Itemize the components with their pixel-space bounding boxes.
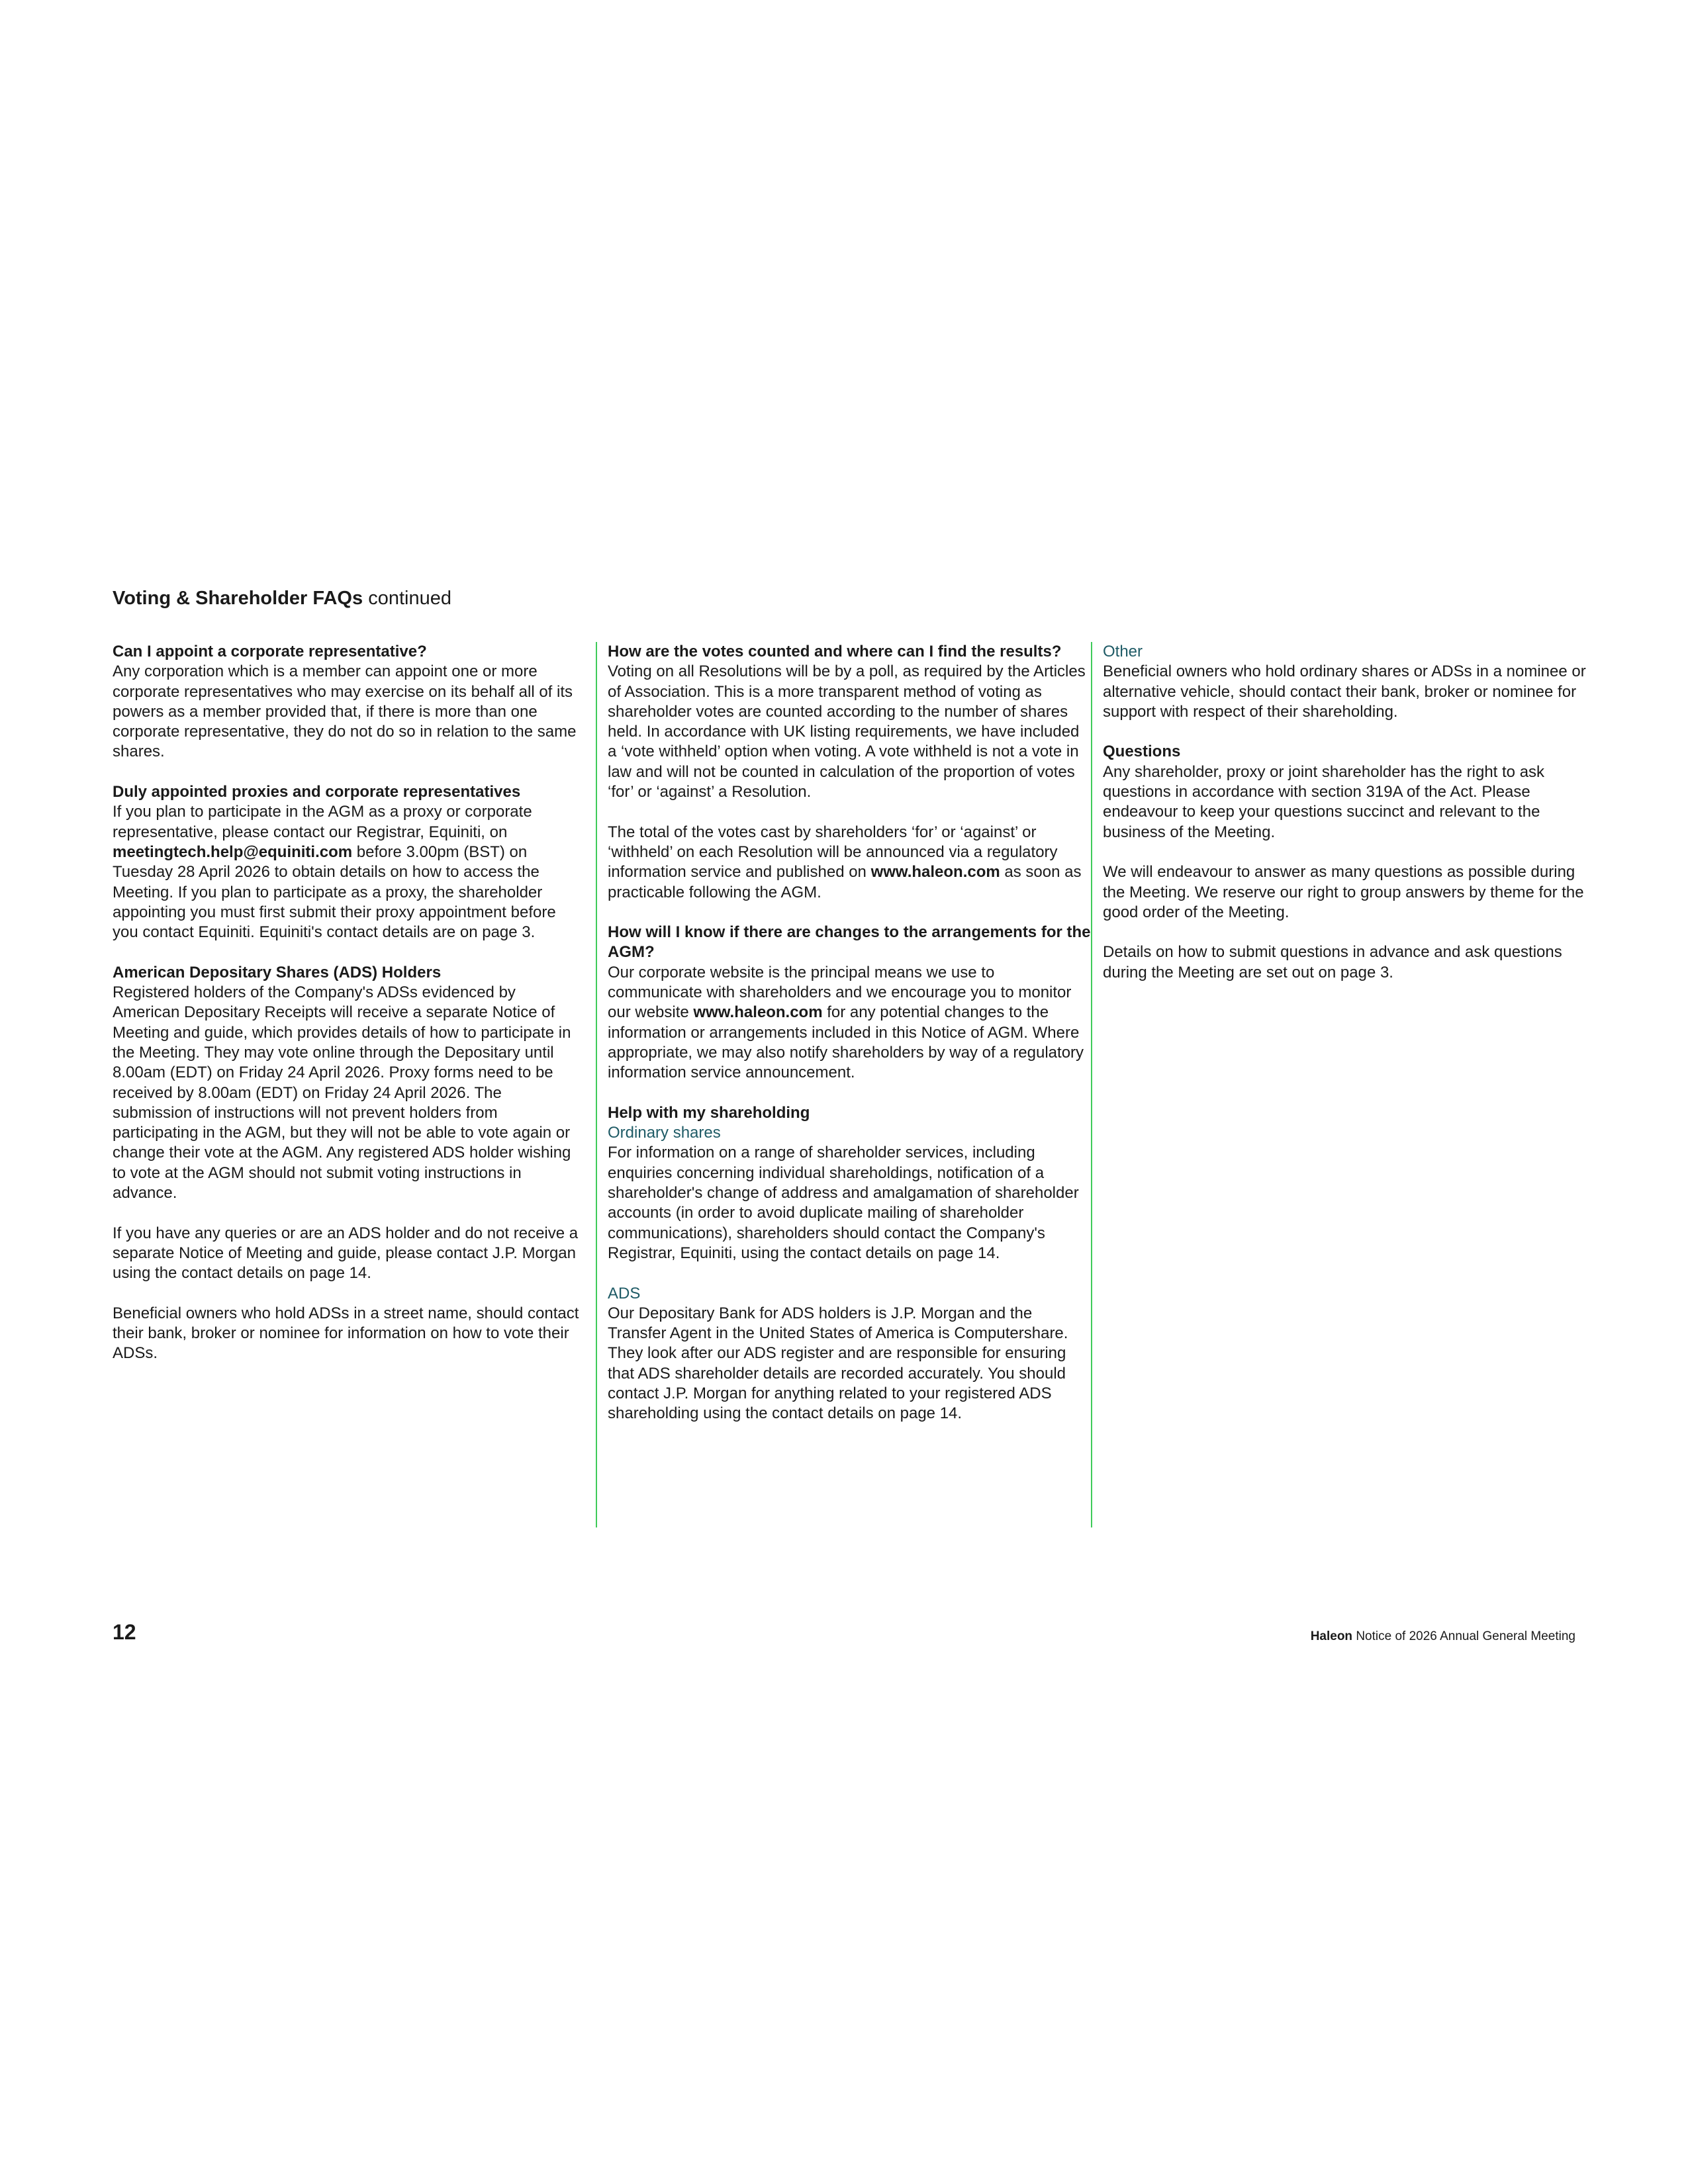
faq-text: Voting on all Resolutions will be by a poll, as required by the Articles of Association. This is a more transparent method of voting as shareholder votes are counted according to the number of shares held. In accordance with UK listing requirements, we have included a ‘vote withheld’ option when voting. A vote withheld is not a vote in law and will not be counted in calculation of the proportion of votes ‘for’ or ‘against’ a Resolution.	[608, 662, 1086, 801]
faq-text: If you plan to participate in the AGM as a proxy or corporate representative, please contact our Registrar, Equiniti, on meetingtech.help@equiniti.com before 3.00pm (BST) on Tuesday 28 April 2026 to obtain details on how to access the Meeting. If you plan to participate as a proxy, the shareholder appointing you must first submit their proxy appointment before you contact Equiniti. Equiniti's contact details are on page 3.	[113, 803, 556, 942]
faq-text: Beneficial owners who hold ordinary shares or ADSs in a nominee or alternative vehicle, should contact their bank, broker or nominee for support with respect of their shareholding.	[1103, 662, 1586, 721]
faq-arrangement-changes	[608, 923, 1091, 1083]
faq-text: For information on a range of shareholder services, including enquiries concerning individual shareholdings, notification of a shareholder's change of address and amalgamation of shareholder accounts (in order to avoid duplicate mailing of shareholder communications), shareholders should contact the Company's Registrar, Equiniti, using the contact details on page 14.	[608, 1144, 1079, 1262]
column-right	[1091, 642, 1593, 1527]
page-number: 12	[113, 1620, 136, 1644]
faq-ads-beneficial	[113, 1304, 584, 1364]
faq-text: Beneficial owners who hold ADSs in a street name, should contact their bank, broker or nominee for information on how to vote their ADSs.	[113, 1304, 579, 1363]
faq-proxies	[113, 782, 584, 942]
faq-ads-holders	[113, 963, 584, 1204]
faq-heading: Help with my shareholding	[608, 1103, 810, 1122]
page-title: Voting & Shareholder FAQs	[113, 588, 363, 609]
page-title-suffix: continued	[368, 588, 451, 609]
faq-help-shareholding	[608, 1103, 1091, 1263]
faq-questions-submit	[1103, 942, 1593, 983]
faq-text: If you have any queries or are an ADS holder and do not receive a separate Notice of Meeting and guide, please contact J.P. Morgan using the contact details on page 14.	[113, 1224, 579, 1283]
faq-text: Our corporate website is the principal means we use to communicate with shareholders and we encourage you to monitor our website www.haleon.com for any potential changes to the information or arrangements included in this Notice of AGM. Where appropriate, we may also notify shareholders by way of a regulatory information service announcement.	[608, 963, 1084, 1082]
faq-text: We will endeavour to answer as many questions as possible during the Meeting. We reserve our right to group answers by theme for the good order of the Meeting.	[1103, 863, 1584, 921]
faq-text: Any shareholder, proxy or joint shareholder has the right to ask questions in accordance with section 319A of the Act. Please endeavour to keep your questions succinct and relevant to the business of the Meeting.	[1103, 762, 1545, 841]
footer-document-title	[1311, 1629, 1575, 1644]
faq-questions	[1103, 742, 1593, 842]
faq-votes-counted	[608, 642, 1091, 802]
column-middle	[596, 642, 1091, 1527]
faq-heading: American Depositary Shares (ADS) Holders	[113, 963, 442, 981]
faq-text: Details on how to submit questions in advance and ask questions during the Meeting are set out on page 3.	[1103, 943, 1562, 981]
faq-ads-depositary	[608, 1284, 1091, 1424]
faq-subheading: Ordinary shares	[608, 1124, 721, 1142]
faq-other	[1103, 642, 1593, 722]
faq-heading: Questions	[1103, 743, 1181, 761]
faq-text: Registered holders of the Company's ADSs evidenced by American Depositary Receipts will receive a separate Notice of Meeting and guide, which provides details of how to participate in the Meeting. They may vote online through the Depositary until 8.00am (EDT) on Friday 24 April 2026. Proxy forms need to be received by 8.00am (EDT) on Friday 24 April 2026. The submission of instructions will not prevent holders from participating in the AGM, but they will not be able to vote again or change their vote at the AGM. Any registered ADS holder wishing to vote at the AGM should not submit voting instructions in advance.	[113, 983, 571, 1203]
faq-heading: How are the votes counted and where can I find the results?	[608, 643, 1062, 660]
faq-votes-results	[608, 823, 1091, 903]
faq-questions-answers	[1103, 862, 1593, 923]
faq-heading: Duly appointed proxies and corporate representatives	[113, 783, 521, 801]
faq-text: Any corporation which is a member can appoint one or more corporate representatives who may exercise on its behalf all of its powers as a member provided that, if there is more than one corporate representative, they do not do so in relation to the same shares.	[113, 662, 577, 761]
faq-ads-queries	[113, 1224, 584, 1284]
website-link[interactable]: www.haleon.com	[693, 1003, 823, 1022]
faq-corporate-representative	[113, 642, 584, 762]
column-left	[113, 642, 584, 1364]
page-heading	[113, 585, 451, 612]
footer-brand: Haleon	[1310, 1629, 1353, 1643]
registrar-email-link[interactable]: meetingtech.help@equiniti.com	[113, 842, 353, 861]
footer-title-text: Notice of 2026 Annual General Meeting	[1356, 1629, 1575, 1643]
faq-subheading: Other	[1103, 643, 1143, 660]
faq-heading: How will I know if there are changes to the arrangements for the AGM?	[608, 923, 1091, 962]
faq-heading: Can I appoint a corporate representative?	[113, 643, 427, 660]
faq-text: Our Depositary Bank for ADS holders is J.P. Morgan and the Transfer Agent in the United States of America is Computershare. They look after our ADS register and are responsible for ensuring that ADS shareholder details are recorded accurately. You should contact J.P. Morgan for anything related to your registered ADS shareholding using the contact details on page 14.	[608, 1304, 1068, 1423]
website-link[interactable]: www.haleon.com	[870, 863, 1000, 882]
faq-subheading: ADS	[608, 1284, 641, 1302]
faq-text: The total of the votes cast by shareholders ‘for’ or ‘against’ or ‘withheld’ on each Resolution will be announced via a regulatory information service and published on www.haleon.com as soon as practicable following the AGM.	[608, 823, 1082, 901]
